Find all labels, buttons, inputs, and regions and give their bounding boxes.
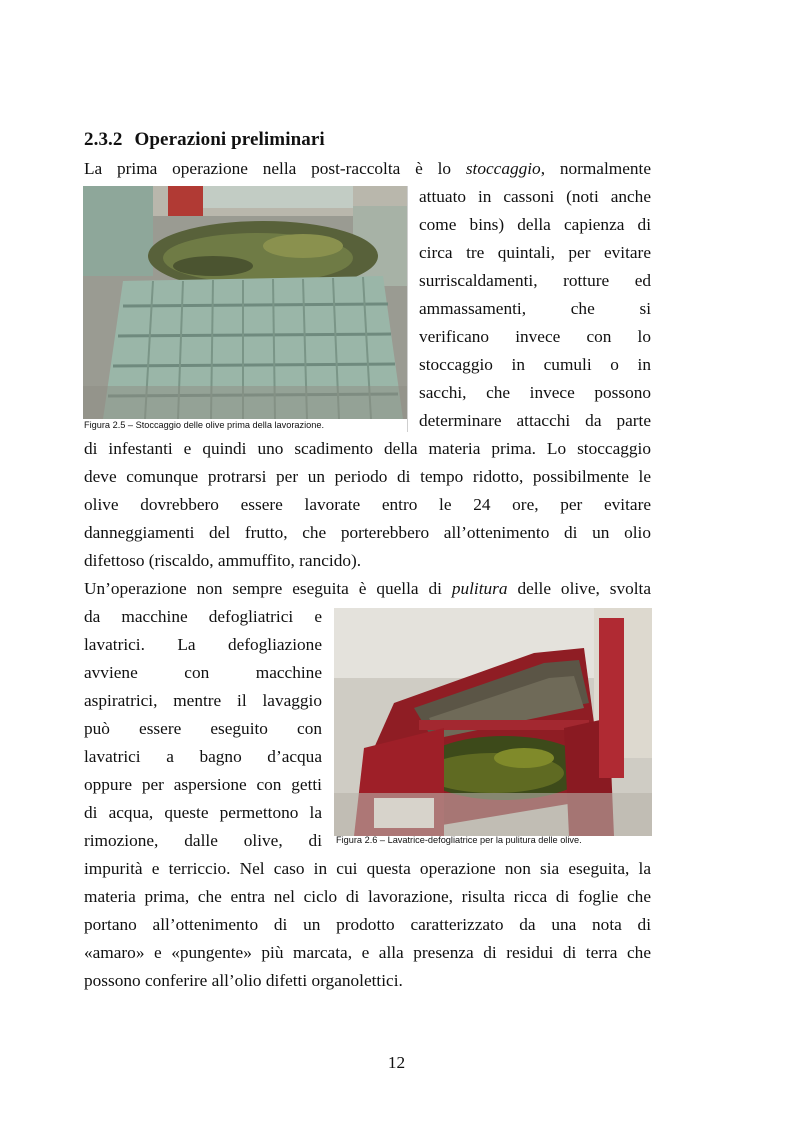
para2-wrap-line: lavatrici a bagno d’acqua (84, 747, 322, 766)
figure1-divider (407, 186, 408, 432)
figure-olive-bins-photo (83, 186, 407, 419)
para2-full-line: materia prima, che entra nel ciclo di lavorazione, risulta ricca di foglie che (84, 887, 651, 906)
para2-wrap-line: aspiratrici, mentre il lavaggio (84, 691, 322, 710)
para2-full-line: possono conferire all’olio difetti organolettici. (84, 971, 403, 990)
para2-full-block (84, 855, 651, 995)
para2-line: Un’operazione non sempre eseguita è quella di pulitura delle olive, svolta (84, 579, 651, 598)
olive-bins-photo-icon (83, 186, 407, 419)
para1-wrap-line: surriscaldamenti, rotture ed (419, 271, 651, 290)
para1-wrap-line: circa tre quintali, per evitare (419, 243, 651, 262)
para1-full-line: difettoso (riscaldo, ammuffito, rancido). (84, 551, 362, 570)
figure-washing-machine-photo (334, 608, 652, 836)
para2-wrap-line: oppure per aspersione con getti (84, 775, 322, 794)
para2-wrap-line: può essere eseguito con (84, 719, 322, 738)
para1-wrap-line: verificano invece con lo (419, 327, 651, 346)
figure1-caption: Figura 2.5 – Stoccaggio delle olive prima della lavorazione. (84, 420, 325, 430)
para1-wrap-line: sacchi, che invece possono (419, 383, 651, 402)
para2-wrap-line: di acqua, queste permettono la (84, 803, 322, 822)
para1-full-line: olive dovrebbero essere lavorate entro le 24 ore, per evitare (84, 495, 651, 514)
emphasis-stoccaggio: stoccaggio (465, 159, 541, 178)
section-title: Operazioni preliminari (134, 129, 325, 150)
para1-full-line: di infestanti e quindi uno scadimento della materia prima. Lo stoccaggio (84, 439, 651, 458)
section-number: 2.3.2 (84, 129, 123, 150)
para1-wrap-line: ammassamenti, che si (419, 299, 651, 318)
emphasis-pulitura: pulitura (451, 579, 508, 598)
para1-wrap-line: determinare attacchi da parte (419, 411, 651, 430)
para2-full-line: «amaro» e «pungente» più marcata, e alla presenza di residui di terra che (84, 943, 651, 962)
page-number: 12 (387, 1053, 406, 1072)
para2-wrap-block (84, 603, 322, 855)
para1-line: La prima operazione nella post-raccolta è lo stoccaggio, normalmente (84, 159, 651, 178)
para2-full-line: portano all’ottenimento di un prodotto caratterizzato da una nota di (84, 915, 651, 934)
figure2-caption: Figura 2.6 – Lavatrice-defogliatrice per la pulitura delle olive. (336, 835, 582, 845)
para2-wrap-line: avviene con macchine (84, 663, 322, 682)
para2-first-line-block (84, 575, 651, 603)
para1-full-line: deve comunque protrarsi per un periodo di tempo ridotto, possibilmente le (84, 467, 651, 486)
section-heading (84, 128, 325, 152)
para1-full-line: danneggiamenti del frutto, che porterebbero all’ottenimento di un olio (84, 523, 651, 542)
para1-wrap-line: stoccaggio in cumuli o in (419, 355, 651, 374)
para2-wrap-line: rimozione, dalle olive, di (84, 831, 322, 850)
para2-full-line: impurità e terriccio. Nel caso in cui questa operazione non sia eseguita, la (84, 859, 651, 878)
washing-machine-photo-icon (334, 608, 652, 836)
para1-full-block (84, 435, 651, 575)
para1-first-line-block (84, 155, 651, 183)
para1-wrap-block (419, 183, 651, 435)
para2-wrap-line: lavatrici. La defogliazione (84, 635, 322, 654)
para1-wrap-line: attuato in cassoni (noti anche (419, 187, 651, 206)
para1-wrap-line: come bins) della capienza di (419, 215, 651, 234)
para2-wrap-line: da macchine defogliatrici e (84, 607, 322, 626)
